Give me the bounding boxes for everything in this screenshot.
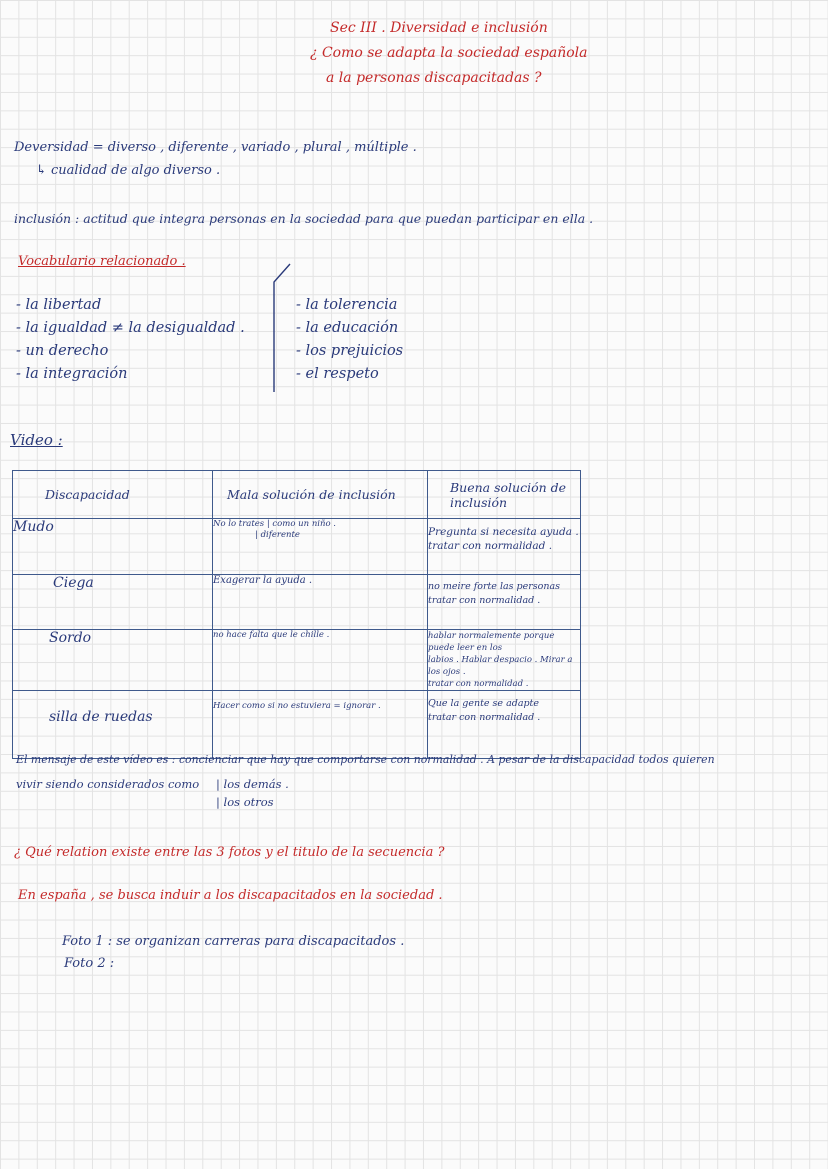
question-text: ¿ Qué relation existe entre las 3 fotos y el titulo de la secuencia ? (14, 845, 445, 860)
cell-line: hablar normalemente porque puede leer en los (428, 631, 555, 653)
cell-mala (213, 519, 428, 575)
cell-buena (428, 519, 581, 575)
cell-discapacidad: Ciega (13, 575, 213, 630)
definition-inclusion: inclusión : actitud que integra personas en la sociedad para que puedan participar en ella . (14, 211, 594, 226)
cell-mala (213, 575, 428, 630)
cell-line: no hace falta que le chille . (213, 630, 330, 640)
cell-line: labios . Hablar despacio . Mirar a los ojos . (428, 655, 573, 677)
cell-line: Exagerar la ayuda . (213, 575, 313, 586)
message-option1: | los demás . (216, 777, 289, 791)
vocab-right-1: - la tolerencia (296, 297, 398, 313)
table-header-row (13, 471, 581, 519)
cell-line: tratar con normalidad . (428, 540, 553, 552)
vocab-left-4: - la integración (16, 366, 128, 382)
table-row (13, 630, 581, 691)
foto1-text: Foto 1 : se organizan carreras para discapacitados . (62, 934, 405, 949)
definition-diversidad-sub: ↳ cualidad de algo diverso . (36, 163, 221, 178)
header-mala: Mala solución de inclusión (213, 471, 428, 519)
cell-line: tratar con normalidad . (428, 712, 541, 723)
vocab-left-2: - la igualdad ≠ la desigualdad . (16, 320, 245, 336)
cell-line: No lo trates | como un niño . (213, 519, 337, 529)
cell-buena (428, 691, 581, 759)
vocab-left-3: - un derecho (16, 343, 109, 359)
cell-mala (213, 691, 428, 759)
message-option2: | los otros (216, 795, 274, 809)
table-row (13, 519, 581, 575)
cell-discapacidad: silla de ruedas (13, 691, 213, 759)
cell-line: | diferente (255, 530, 300, 540)
definition-diversidad: Deversidad = diverso , diferente , variado , plural , múltiple . (14, 140, 417, 155)
question-title-line1: ¿ Como se adapta la sociedad española (310, 45, 588, 61)
cell-line: Hacer como si no estuviera = ignorar . (213, 701, 381, 711)
cell-discapacidad: Mudo (13, 519, 213, 575)
vocabulary-heading: Vocabulario relacionado . (18, 254, 186, 269)
question-title-line2: a la personas discapacitadas ? (326, 70, 542, 86)
cell-line: Pregunta si necesita ayuda . (428, 526, 579, 538)
foto2-text: Foto 2 : (64, 956, 115, 971)
video-table (12, 470, 581, 759)
table-row (13, 575, 581, 630)
cell-line: tratar con normalidad . (428, 595, 541, 606)
vocab-divider (268, 262, 298, 396)
vocab-right-2: - la educación (296, 320, 399, 336)
cell-buena (428, 575, 581, 630)
cell-line: no meire forte las personas (428, 581, 561, 592)
vocab-right-3: - los prejuicios (296, 343, 404, 359)
header-buena: Buena solución de inclusión (428, 471, 581, 519)
vocab-left-1: - la libertad (16, 297, 102, 313)
vocab-right-4: - el respeto (296, 366, 379, 382)
message-line1: El mensaje de este vídeo es : concienciar que hay que comportarse con normalidad . A pesar de la discapacidad todos quieren (16, 753, 715, 766)
table-row (13, 691, 581, 759)
video-heading: Video : (10, 431, 63, 449)
cell-line: tratar con normalidad . (428, 679, 529, 689)
message-line2: vivir siendo considerados como (16, 777, 200, 791)
section-title: Sec III . Diversidad e inclusión (330, 20, 548, 36)
cell-mala (213, 630, 428, 691)
question-answer: En españa , se busca induir a los discapacitados en la sociedad . (18, 888, 443, 903)
cell-discapacidad: Sordo (13, 630, 213, 691)
cell-buena (428, 630, 581, 691)
cell-line: Que la gente se adapte (428, 698, 539, 709)
header-discapacidad: Discapacidad (13, 471, 213, 519)
